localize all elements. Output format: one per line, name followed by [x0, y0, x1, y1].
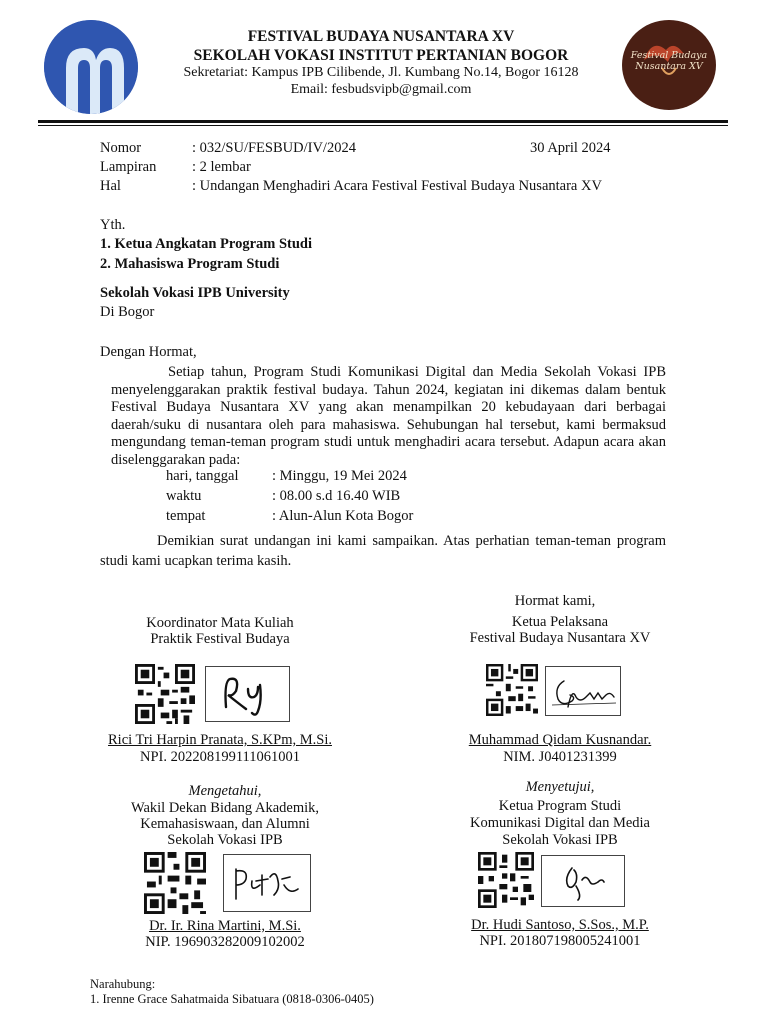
recipient-item-1: 1. Ketua Angkatan Program Studi — [100, 236, 313, 252]
sig-left-bottom-title-2: Kemahasiswaan, dan Alumni — [140, 816, 310, 832]
sig-right-bottom-id: NPI. 201807198005241001 — [479, 933, 641, 949]
header-divider — [38, 120, 728, 123]
sig-left-bottom-id: NIP. 196903282009102002 — [145, 934, 305, 950]
sig-left-top-id: NPI. 202208199111061001 — [139, 749, 301, 765]
closing-paragraph: Demikian surat undangan ini kami sampaikan. Atas perhatian teman-teman program studi kami ucapkan terima kasih. — [100, 533, 666, 569]
header-email: Email: fesbudsvipb@gmail.com — [290, 82, 472, 97]
qr-code-icon — [135, 664, 195, 724]
sig-right-bottom-title-2: Komunikasi Digital dan Media — [469, 815, 650, 831]
detail-label-place: tempat — [166, 508, 206, 524]
signature-box — [223, 854, 311, 912]
header-divider-thin — [38, 125, 728, 126]
sig-right-top-id: NIM. J0401231399 — [503, 749, 617, 765]
contact-item: 1. Irenne Grace Sahatmaida Sibatuara (0818-0306-0405) — [90, 992, 374, 1006]
salutation: Dengan Hormat, — [100, 344, 197, 360]
signature-icon — [542, 856, 626, 908]
sig-right-bottom-title-3: Sekolah Vokasi IPB — [502, 832, 618, 848]
detail-label-time: waktu — [166, 488, 202, 504]
signature-icon — [224, 855, 312, 913]
detail-value-time: : 08.00 s.d 16.40 WIB — [272, 488, 401, 504]
recipient-item-2: 2. Mahasiswa Program Studi — [100, 256, 280, 272]
detail-label-date: hari, tanggal — [166, 468, 239, 484]
qr-code-icon — [478, 852, 534, 908]
sig-right-bottom-title-1: Ketua Program Studi — [498, 798, 622, 814]
recipient-place: Di Bogor — [100, 304, 155, 320]
contact-label: Narahubung: — [90, 977, 156, 991]
hal-value: : Undangan Menghadiri Acara Festival Festival Budaya Nusantara XV — [192, 178, 602, 194]
nomor-value: : 032/SU/FESBUD/IV/2024 — [192, 140, 356, 156]
festival-logo-text-1: Festival Budaya — [630, 50, 708, 61]
nomor-label: Nomor — [100, 140, 142, 156]
sig-right-top-name: Muhammad Qidam Kusnandar. — [468, 732, 652, 748]
body-paragraph: Setiap tahun, Program Studi Komunikasi Digital dan Media Sekolah Vokasi IPB menyelenggarakan praktik festival budaya. Tahun 2024, kegiatan ini dikemas dalam bentuk Festival Budaya Nusantara XV yang akan menampilkan 20 kebudayaan dari berbagai daerah/suku di nusantara oleh para mahasiswa. Sehubungan hal tersebut, kami bermaksud mengundang teman-teman program studi untuk menghadiri acara tersebut. Adapun acara akan diselenggarakan pada: — [111, 364, 666, 468]
lampiran-label: Lampiran — [100, 159, 157, 175]
signature-box — [545, 666, 621, 716]
sig-right-bottom-label: Menyetujui, — [525, 779, 595, 795]
recipient-institution: Sekolah Vokasi IPB University — [100, 285, 290, 301]
sig-right-top-title-2: Festival Budaya Nusantara XV — [469, 630, 651, 646]
hal-label: Hal — [100, 178, 121, 194]
header-address: Sekretariat: Kampus IPB Cilibende, Jl. Kumbang No.14, Bogor 16128 — [183, 65, 579, 80]
signature-box — [541, 855, 625, 907]
sig-left-bottom-title-3: Sekolah Vokasi IPB — [167, 832, 283, 848]
qr-code-icon — [486, 664, 538, 716]
sig-right-top-title-1: Ketua Pelaksana — [511, 614, 609, 630]
header-title: FESTIVAL BUDAYA NUSANTARA XV — [247, 28, 515, 45]
sig-left-top-title-1: Koordinator Mata Kuliah — [146, 615, 294, 631]
sig-left-bottom-title-1: Wakil Dekan Bidang Akademik, — [130, 800, 320, 816]
festival-logo-text-2: Nusantara XV — [635, 61, 703, 72]
qr-code-icon — [144, 852, 206, 914]
detail-value-date: : Minggu, 19 Mei 2024 — [272, 468, 407, 484]
signature-icon — [546, 667, 622, 717]
sig-left-bottom-label: Mengetahui, — [188, 783, 262, 799]
letter-date: 30 April 2024 — [530, 140, 611, 156]
signature-icon — [206, 667, 291, 723]
lampiran-value: : 2 lembar — [192, 159, 251, 175]
header-subtitle: SEKOLAH VOKASI INSTITUT PERTANIAN BOGOR — [193, 47, 569, 64]
sig-left-bottom-name: Dr. Ir. Rina Martini, M.Si. — [149, 918, 301, 934]
sig-right-bottom-name: Dr. Hudi Santoso, S.Sos., M.P. — [471, 917, 649, 933]
ipb-logo — [44, 20, 138, 114]
detail-value-place: : Alun-Alun Kota Bogor — [272, 508, 414, 524]
sig-left-top-name: Rici Tri Harpin Pranata, S.KPm, M.Si. — [108, 732, 332, 748]
festival-logo — [622, 20, 716, 110]
signature-box — [205, 666, 290, 722]
greeting: Hormat kami, — [514, 593, 596, 609]
sig-left-top-title-2: Praktik Festival Budaya — [150, 631, 290, 647]
yth: Yth. — [100, 217, 126, 233]
